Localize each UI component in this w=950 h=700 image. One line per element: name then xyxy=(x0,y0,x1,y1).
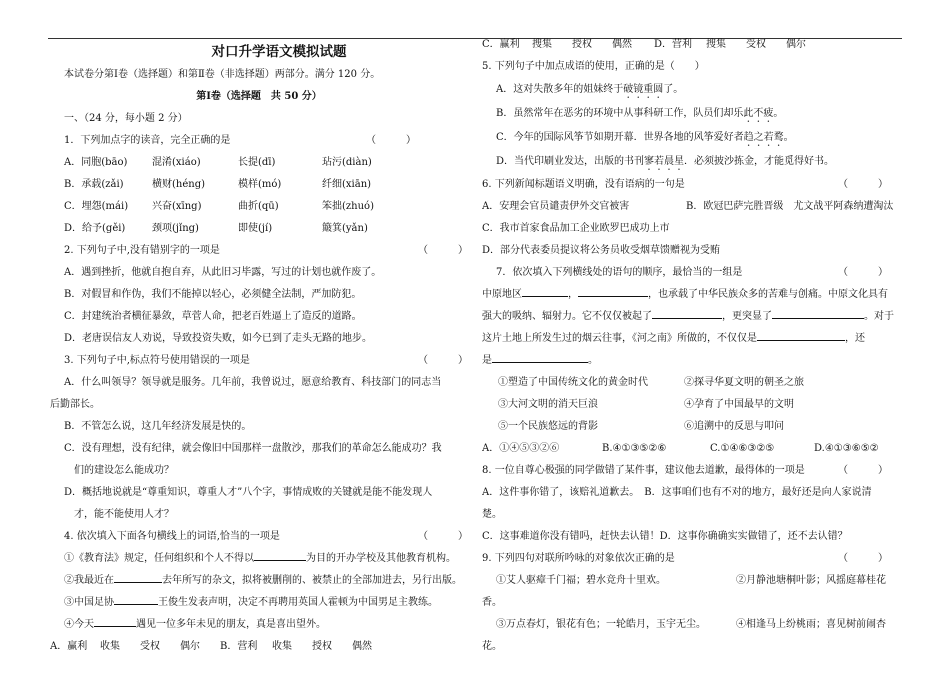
question-4-sentence-4 xyxy=(50,614,468,636)
question-3-option-b: B．不管怎么说，这几年经济发展是快的。 xyxy=(64,421,252,432)
couplet-text: ②月静池塘桐叶影；风摇庭幕桂花 xyxy=(736,575,886,586)
option-text: B．虽然常年在恶劣的环境中从事科研工作，队员们却乐 xyxy=(496,108,744,119)
passage-text: ， xyxy=(568,289,578,300)
question-9-couplets-12-cont: 香。 xyxy=(482,597,502,608)
answer-paren: （ ） xyxy=(366,135,416,146)
question-9-stem xyxy=(482,548,902,570)
question-3-option-d-cont: 才，能不能使用人才？ xyxy=(74,509,174,520)
option-item: D.④①③⑥⑤② xyxy=(814,443,879,454)
option-item: 曲折(qū) xyxy=(238,201,279,212)
question-6-options-ab xyxy=(482,196,902,218)
exam-title: 对口升学语文模拟试题 xyxy=(211,44,347,60)
option-item: 受权 xyxy=(746,39,766,50)
couplet-text: ①艾人驱瘴千门福；碧水竞舟十里欢。 xyxy=(496,575,666,586)
option-item: 簸箕(yǎn) xyxy=(322,223,368,234)
option-item: B.④①③⑤②⑥ xyxy=(602,443,667,454)
option-text: 。 xyxy=(783,132,794,143)
question-3-option-a-cont: 后勤部长。 xyxy=(50,399,100,410)
option-item: 玷污(diàn) xyxy=(322,157,372,168)
fill-blank xyxy=(757,328,845,341)
answer-paren: （ ） xyxy=(418,245,468,256)
section-heading: 一、（24 分，每小题 2 分） xyxy=(64,113,188,124)
fill-blank xyxy=(522,284,568,297)
question-stem-text: 8. 一位自尊心极强的同学做错了某件事，建议他去道歉，最得体的一项是 xyxy=(482,465,805,476)
option-text: 。 xyxy=(773,108,784,119)
passage-text: ，更突显了 xyxy=(722,311,772,322)
question-6-option-d: D．部分代表委员提议将公务员收受烟草馈赠视为受贿 xyxy=(482,245,721,256)
question-1-option-d xyxy=(50,218,468,240)
passage-text: ，也承载了中华民族众多的苦难与创痛。中原文化具有 xyxy=(648,289,888,300)
option-text: 了。 xyxy=(663,84,684,95)
question-4-sentence-3 xyxy=(50,592,468,614)
part-heading: 第Ⅰ卷（选择题 共 50 分） xyxy=(196,91,322,102)
question-7-stem xyxy=(482,262,902,284)
passage-text: 强大的吸纳、辐射力。它不仅仅被起了 xyxy=(482,311,652,322)
question-4-stem xyxy=(50,526,468,548)
option-item: 搜集 xyxy=(532,39,552,50)
sentence-text: 为目的开办学校及其他教育机构。 xyxy=(306,553,456,564)
dotted-idiom: 寥若晨星 xyxy=(644,156,685,167)
fill-blank xyxy=(94,614,136,627)
option-item: 兴奋(xīng) xyxy=(152,201,202,212)
option-item: 偶然 xyxy=(612,39,632,50)
right-column xyxy=(482,40,902,692)
question-1-stem xyxy=(50,130,468,152)
question-3-stem xyxy=(50,350,468,372)
option-text: A．这对失散多年的姐妹终于 xyxy=(496,84,624,95)
question-7-options xyxy=(482,438,902,460)
sentence-choice: ①塑造了中国传统文化的黄金时代 xyxy=(498,377,648,388)
question-2-stem xyxy=(50,240,468,262)
question-1-option-a xyxy=(50,152,468,174)
answer-paren: （ ） xyxy=(838,465,888,476)
option-item: 纤细(xiān) xyxy=(322,179,372,190)
sentence-choice: ②探寻华夏文明的朝圣之旅 xyxy=(684,377,804,388)
question-7-items-56 xyxy=(482,416,902,438)
fill-blank xyxy=(578,284,648,297)
option-item: A．赢利 xyxy=(50,641,88,652)
option-text: C．今年的国际风筝节如期开幕．世界各地的风筝爱好者 xyxy=(496,132,744,143)
question-3-option-d: D．概括地说就是“尊重知识，尊重人才”八个字，事情成败的关键就是能不能发现人 xyxy=(64,487,433,498)
option-item: 偶尔 xyxy=(180,641,200,652)
question-7-items-34 xyxy=(482,394,902,416)
option-item: 偶然 xyxy=(352,641,372,652)
question-8-options-ab-cont: 楚。 xyxy=(482,509,502,520)
dotted-idiom: 趋之若鹜 xyxy=(743,132,784,143)
answer-paren: （ ） xyxy=(838,179,888,190)
question-7-items-12 xyxy=(482,372,902,394)
question-4-sentence-1 xyxy=(50,548,468,570)
option-item: A．同胞(bāo) xyxy=(64,157,128,168)
question-1-option-b xyxy=(50,174,468,196)
option-item: B．欧冠巴萨完胜晋级 尤文战平阿森纳遭淘汰 xyxy=(686,201,894,212)
answer-paren: （ ） xyxy=(838,267,888,278)
exam-intro: 本试卷分第Ⅰ卷（选择题）和第Ⅱ卷（非选择题）两部分。满分 120 分。 xyxy=(64,69,381,80)
question-stem-text: 4. 依次填入下面各句横线上的词语,恰当的一项是 xyxy=(64,531,280,542)
fill-blank xyxy=(652,306,722,319)
question-5-stem: 5. 下列句子中加点成语的使用，正确的是（ ） xyxy=(482,61,705,72)
option-item: A．①④⑤③②⑥ xyxy=(482,443,560,454)
sentence-choice: ④孕育了中国最早的文明 xyxy=(684,399,794,410)
option-item: 收集 xyxy=(100,641,120,652)
question-9-couplets-12 xyxy=(482,570,902,592)
passage-text: 中原地区 xyxy=(482,289,522,300)
fill-blank xyxy=(772,306,864,319)
option-item: C．埋怨(mái) xyxy=(64,201,129,212)
fill-blank xyxy=(114,592,158,605)
question-8-stem xyxy=(482,460,902,482)
answer-paren: （ ） xyxy=(418,355,468,366)
sentence-text: ③中国足协 xyxy=(64,597,114,608)
sentence-text: 王俊生发表声明，决定不再聘用英国人霍顿为中国男足主教练。 xyxy=(158,597,438,608)
question-5-option-c xyxy=(482,126,902,150)
question-2-option-c: C．封建统治者横征暴敛，草菅人命，把老百姓逼上了造反的道路。 xyxy=(64,311,362,322)
passage-text: 。对于 xyxy=(864,311,894,322)
option-item: B．承载(zǎi) xyxy=(64,179,124,190)
couplet-text: ③万点春灯，银花有色；一轮皓月，玉宇无尘。 xyxy=(496,619,706,630)
question-4-sentence-2 xyxy=(50,570,468,592)
option-item: 混淆(xiáo) xyxy=(152,157,201,168)
question-7-passage-line-2 xyxy=(482,306,902,328)
question-3-option-a: A．什么叫领导？领导就是服务。几年前，我曾说过，愿意给教育、科技部门的同志当 xyxy=(64,377,442,388)
question-stem-text: 6. 下列新闻标题语义明确，没有语病的一句是 xyxy=(482,179,685,190)
question-8-options-cd: C．这事难道你没有错吗，赶快去认错！D．这事你确确实实做错了，还不去认错？ xyxy=(482,531,848,542)
option-text: D．当代印刷业发达，出版的书刊 xyxy=(496,156,645,167)
question-3-option-c: C．没有理想，没有纪律，就会像旧中国那样一盘散沙，那我们的革命怎么能成功？我 xyxy=(64,443,442,454)
option-item: 收集 xyxy=(272,641,292,652)
sentence-choice: ⑥追溯中的反思与叩问 xyxy=(684,421,784,432)
question-7-passage-line-3 xyxy=(482,328,902,350)
option-item: 模样(mó) xyxy=(238,179,282,190)
question-6-option-c: C．我市首家食品加工企业欧罗巴成功上市 xyxy=(482,223,670,234)
dotted-idiom: 此不疲 xyxy=(743,108,774,119)
passage-text: 这片土地上所发生过的烟云往事，《河之南》所做的，不仅仅是 xyxy=(482,333,757,344)
answer-paren: （ ） xyxy=(418,531,468,542)
question-7-passage-line-1 xyxy=(482,284,902,306)
passage-text: 是 xyxy=(482,355,492,366)
passage-text: ，还 xyxy=(845,333,865,344)
question-stem-text: 9. 下列四句对联所吟咏的对象依次正确的是 xyxy=(482,553,675,564)
question-3-option-c-cont: 们的建设怎么能成功？ xyxy=(74,465,174,476)
option-item: 颈项(jǐng) xyxy=(152,223,199,234)
dotted-idiom: 破镜重圆 xyxy=(623,84,664,95)
option-item: 授权 xyxy=(312,641,332,652)
couplet-text: ④相逢马上纷桃雨；喜见树前闹杏 xyxy=(736,619,886,630)
sentence-choice: ③大河文明的消天巨浪 xyxy=(498,399,598,410)
sentence-text: ④今天 xyxy=(64,619,94,630)
option-item: 偶尔 xyxy=(786,39,806,50)
question-2-option-b: B．对假冒和作伪，我们不能掉以轻心，必须健全法制，严加防犯。 xyxy=(64,289,362,300)
left-column xyxy=(50,40,468,692)
question-6-stem xyxy=(482,174,902,196)
question-4-options-cd xyxy=(482,34,902,56)
answer-paren: （ ） xyxy=(838,553,888,564)
sentence-choice: ⑤一个民族悠远的背影 xyxy=(498,421,598,432)
question-5-option-b xyxy=(482,102,902,126)
option-item: D．给予(gěi) xyxy=(64,223,126,234)
question-8-options-ab: A．这件事你错了，该赔礼道歉去。 B．这事咱们也有不对的地方，最好还是向人家说清 xyxy=(482,487,872,498)
option-item: B．营利 xyxy=(220,641,258,652)
question-9-couplets-34 xyxy=(482,614,902,636)
option-item: 横财(héng) xyxy=(152,179,206,190)
option-item: C．赢利 xyxy=(482,39,520,50)
question-2-option-a: A．遇到挫折，他就自抱自弃，从此旧习毕露，写过的计划也就作废了。 xyxy=(64,267,382,278)
question-2-option-d: D．老唐误信友人劝说，导致投资失败，如今已到了走头无路的地步。 xyxy=(64,333,373,344)
option-item: A．安理会官员谴责伊外交官被害 xyxy=(482,201,630,212)
question-stem-text: 7．依次填入下列横线处的语句的顺序，最恰当的一组是 xyxy=(496,267,743,278)
option-item: 笨拙(zhuó) xyxy=(322,201,374,212)
question-4-options-ab xyxy=(50,636,468,658)
option-item: 搜集 xyxy=(706,39,726,50)
option-item: 授权 xyxy=(572,39,592,50)
passage-text: 。 xyxy=(588,355,598,366)
option-item: 长提(dī) xyxy=(238,157,276,168)
fill-blank xyxy=(254,548,306,561)
fill-blank xyxy=(114,570,162,583)
question-7-passage-line-4 xyxy=(482,350,902,372)
fill-blank xyxy=(492,350,588,363)
option-item: 即使(jí) xyxy=(238,223,273,234)
question-1-option-c xyxy=(50,196,468,218)
option-item: 受权 xyxy=(140,641,160,652)
sentence-text: ②我最近在 xyxy=(64,575,114,586)
question-stem-text: 1．下列加点字的读音，完全正确的是 xyxy=(64,135,231,146)
question-stem-text: 3. 下列句子中,标点符号使用错误的一项是 xyxy=(64,355,250,366)
option-item: C.①④⑥③②⑤ xyxy=(710,443,775,454)
option-text: ．必须披沙拣金，才能觅得好书。 xyxy=(684,156,835,167)
question-9-couplets-34-cont: 花。 xyxy=(482,641,502,652)
question-5-option-a xyxy=(482,78,902,102)
question-stem-text: 2. 下列句子中,没有错别字的一项是 xyxy=(64,245,220,256)
sentence-text: 遇见一位多年未见的朋友，真是喜出望外。 xyxy=(136,619,326,630)
sentence-text: ①《教育法》规定，任何组织和个人不得以 xyxy=(64,553,254,564)
option-item: D．营利 xyxy=(654,39,693,50)
question-5-option-d xyxy=(482,150,902,174)
sentence-text: 去年所写的杂文，拟将被删削的、被禁止的全部加进去，另行出版。 xyxy=(162,575,462,586)
